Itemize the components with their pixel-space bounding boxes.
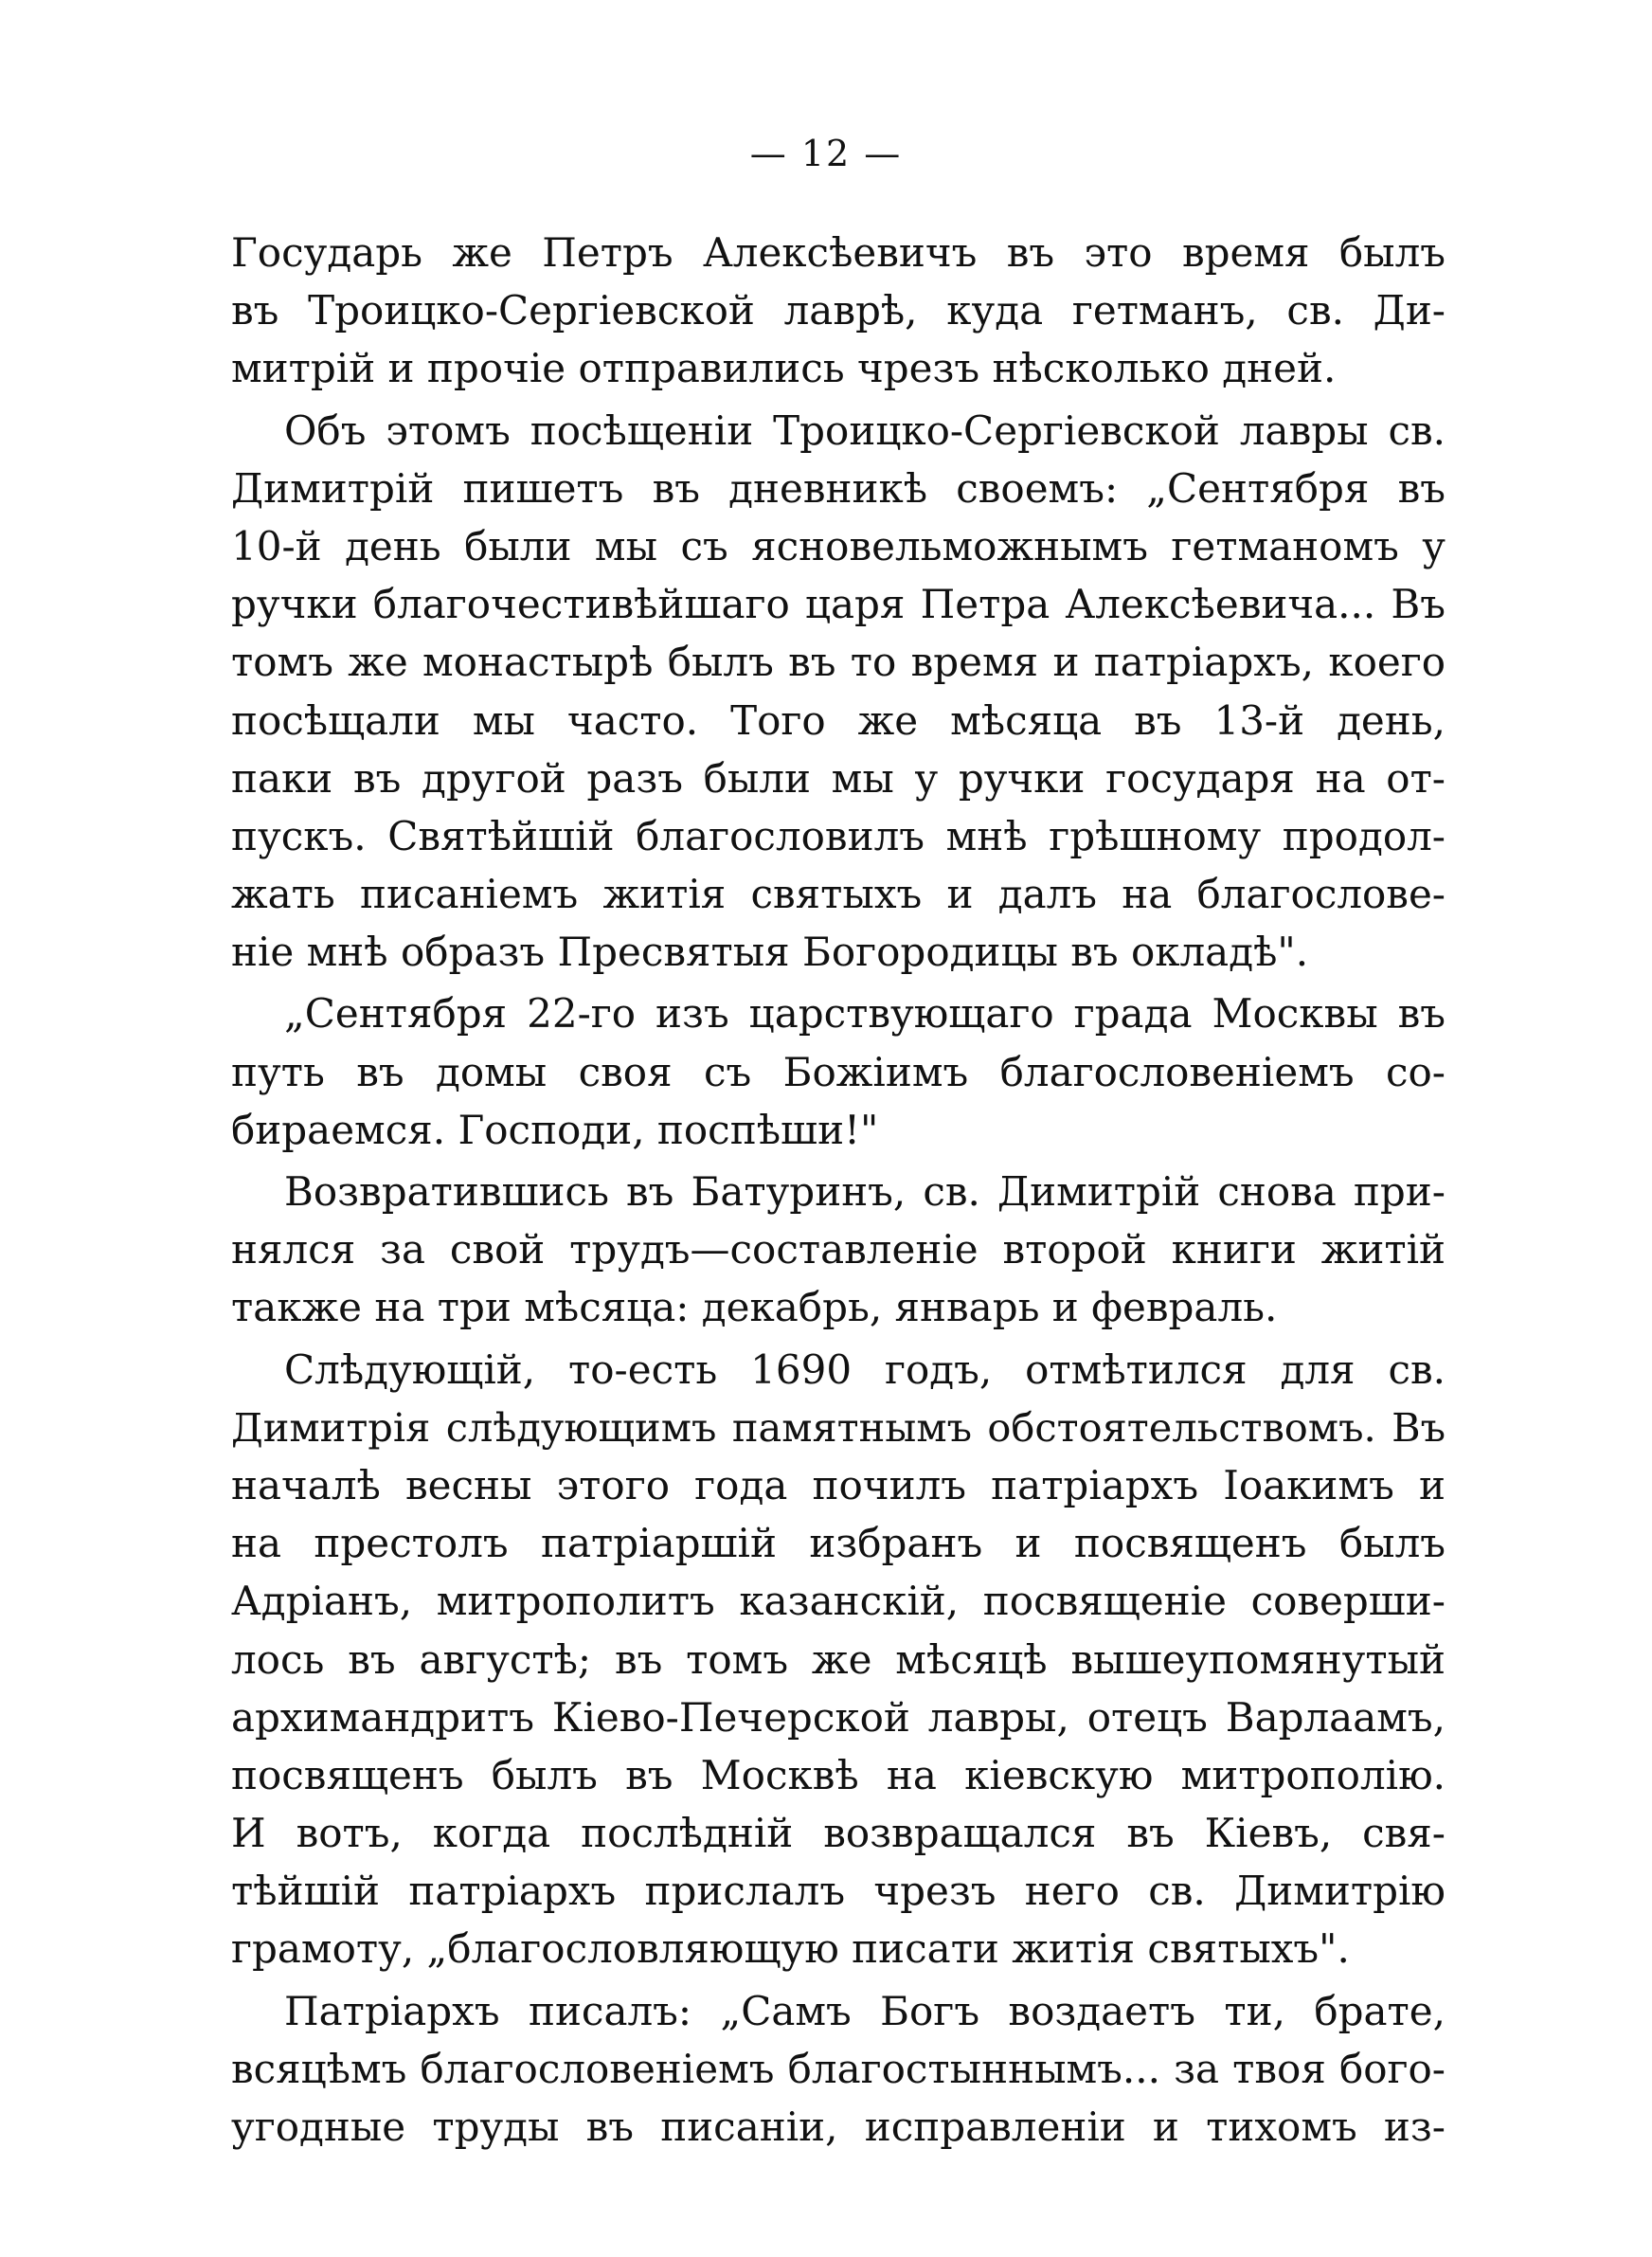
paragraph-5 xyxy=(231,1341,1446,1978)
text-line: Димитрія слѣдующимъ памятнымъ обстоятельствомъ. Въ xyxy=(231,1403,1446,1451)
text-line: Адріанъ, митрополитъ казанскій, посвященіе соверши- xyxy=(231,1578,1446,1625)
text-line: жать писаніемъ житія святыхъ и далъ на благослове- xyxy=(231,871,1446,918)
text-line: Государь же Петръ Алексѣевичъ въ это время былъ xyxy=(231,229,1446,276)
page-number: — 12 — xyxy=(749,133,903,174)
text-line: угодные труды въ писаніи, исправленіи и тихомъ из- xyxy=(231,2104,1446,2150)
body-text xyxy=(231,224,1446,2156)
text-line: посѣщали мы часто. Того же мѣсяца въ 13-й день, xyxy=(231,696,1446,744)
text-line: ручки благочестивѣйшаго царя Петра Алексѣевича... Въ xyxy=(231,581,1446,628)
text-line: Слѣдующій, то-есть 1690 годъ, отмѣтился для св. xyxy=(284,1345,1446,1393)
text-line: лось въ августѣ; въ томъ же мѣсяцѣ вышеупомянутый xyxy=(231,1635,1446,1683)
text-line: бираемся. Господи, поспѣши!" xyxy=(231,1106,879,1153)
paragraph-2 xyxy=(231,402,1446,982)
text-line: архимандритъ Кіево-Печерской лавры, отецъ Варлаамъ, xyxy=(231,1693,1446,1741)
text-line: „Сентября 22-го изъ царствующаго града Москвы въ xyxy=(284,990,1446,1038)
text-line: пускъ. Святѣйшій благословилъ мнѣ грѣшному продол- xyxy=(231,812,1446,859)
text-line: на престолъ патріаршій избранъ и посвященъ былъ xyxy=(231,1520,1446,1567)
text-line: посвященъ былъ въ Москвѣ на кіевскую митрополію. xyxy=(231,1751,1446,1798)
text-line: также на три мѣсяца: декабрь, январь и февраль. xyxy=(231,1284,1278,1331)
paragraph-1 xyxy=(231,224,1446,398)
text-line: 10-й день были мы съ ясновельможнымъ гетманомъ у xyxy=(231,522,1446,569)
text-line: всяцѣмъ благословеніемъ благостыннымъ... за твоя бого- xyxy=(231,2045,1446,2092)
text-line: паки въ другой разъ были мы у ручки государя на от- xyxy=(231,754,1446,802)
text-line: Патріархъ писалъ: „Самъ Богъ воздаетъ ти, брате, xyxy=(284,1987,1446,2034)
text-line: путь въ домы своя съ Божіимъ благословеніемъ со- xyxy=(231,1048,1446,1095)
text-line: въ Троицко-Сергіевской лаврѣ, куда гетманъ, св. Ди- xyxy=(231,287,1446,334)
paragraph-6 xyxy=(231,1982,1446,2157)
text-line: началѣ весны этого года почилъ патріархъ Іоакимъ и xyxy=(231,1461,1446,1508)
text-line: Объ этомъ посѣщеніи Троицко-Сергіевской лавры св. xyxy=(284,406,1446,454)
paragraph-4 xyxy=(231,1163,1446,1337)
text-line: Димитрій пишетъ въ дневникѣ своемъ: „Сентября въ xyxy=(231,464,1446,512)
text-line: тѣйшій патріархъ прислалъ чрезъ него св. Димитрію xyxy=(231,1868,1446,1915)
text-line: И вотъ, когда послѣдній возвращался въ Кіевъ, свя- xyxy=(231,1810,1446,1857)
text-line: митрій и прочіе отправились чрезъ нѣсколько дней. xyxy=(231,345,1337,392)
text-line: томъ же монастырѣ былъ въ то время и патріархъ, коего xyxy=(231,639,1446,686)
text-line: нялся за свой трудъ—составленіе второй книги житій xyxy=(231,1226,1446,1273)
paragraph-3 xyxy=(231,984,1446,1159)
text-line: грамоту, „благословляющую писати житія святыхъ". xyxy=(231,1925,1350,1973)
text-line: Возвратившись въ Батуринъ, св. Димитрій снова при- xyxy=(284,1168,1446,1215)
text-line: ніе мнѣ образъ Пресвятыя Богородицы въ окладѣ". xyxy=(231,929,1309,976)
